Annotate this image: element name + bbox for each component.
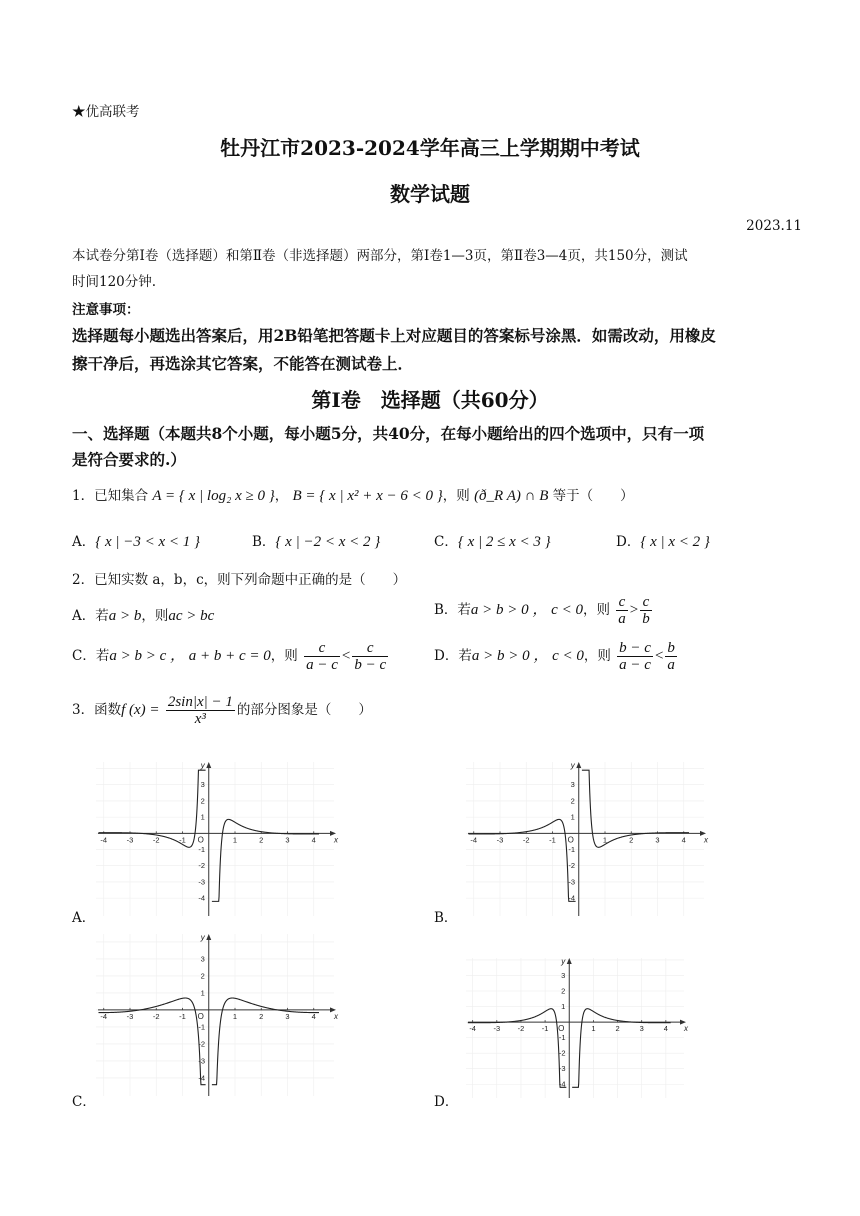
numerator: c [304,640,340,657]
curve-left [469,819,576,901]
y-tick-label: -3 [198,877,206,887]
numerator: c [640,594,652,611]
fraction [304,640,340,673]
notice-title: 注意事项： [72,302,140,318]
fraction [665,640,677,673]
y-tick-label: -1 [198,845,206,855]
q1-set-b: B = { x | x² + x − 6 < 0 } [292,488,443,504]
intro-line-1: 本试卷分第Ⅰ卷（选择题）和第Ⅱ卷（非选择题）两部分，第Ⅰ卷1—3页，第Ⅱ卷3—4页，共150分，测试 [72,248,688,264]
y-tick-label: 2 [561,986,566,996]
y-tick-label: -3 [558,1064,566,1074]
option-label: B． [252,534,276,550]
graph-a [90,758,340,920]
option-condition: a > b [108,608,142,624]
y-tick-label: 3 [200,954,205,964]
numerator: b − c [619,640,651,656]
x-axis-label: x [704,835,708,845]
option-label: C． [434,534,458,550]
x-tick-label: 2 [629,835,634,845]
option-label: B．若 [434,602,471,618]
option-condition: a > b > 0 ， c < 0 [470,602,583,618]
graph-d [460,954,690,1102]
y-axis-arrow [576,762,581,768]
y-tick-label: -2 [198,1039,206,1049]
y-tick-label: 1 [570,812,575,822]
curve-right [212,998,319,1085]
graph-d-label: D． [434,1094,459,1110]
y-tick-label: 1 [561,1002,566,1012]
denominator: x³ [194,711,206,727]
notice-line-2: 擦干净后，再选涂其它答案，不能答在测试卷上． [72,354,414,373]
x-tick-label: -3 [496,835,504,845]
x-tick-label: -2 [517,1024,525,1034]
q1-then: ，则 [442,488,470,504]
x-tick-label: 4 [681,835,686,845]
q3-function-name: f (x) = [121,702,160,718]
option-then: ，则 [141,608,169,624]
question-3-stem [72,694,372,727]
exam-title: 牡丹江市2023-2024学年高三上学期期中考试 [220,136,640,160]
numerator: c [352,640,388,657]
y-tick-label: -4 [558,1079,566,1089]
y-axis-arrow [206,934,211,940]
option-text: { x | x < 2 } [640,534,710,550]
x-axis-label: x [684,1024,688,1034]
graph-c-label: C． [72,1094,96,1110]
y-tick-label: 2 [200,971,205,981]
fraction [640,594,652,627]
denominator: a [667,657,675,673]
numerator: 2sin|x| − 1 [167,694,233,710]
q2-option-d [434,640,679,673]
option-label: A．若 [72,608,109,624]
q3-prefix: 3．函数 [72,702,122,718]
graph-b-label: B． [434,910,458,926]
fraction [352,640,388,673]
y-tick-label: 2 [200,796,205,806]
q2-option-c [72,640,390,673]
y-axis-arrow [206,762,211,768]
x-tick-label: 2 [259,1011,264,1021]
denominator: b − c [354,657,387,673]
x-tick-label: 3 [655,835,660,845]
option-text: { x | 2 ≤ x < 3 } [457,534,551,550]
x-tick-label: -1 [179,835,186,845]
exam-date: 2023.11 [746,218,802,234]
relation: < [654,648,664,664]
section-heading-1: 一、选择题（本题共8个小题，每小题5分，共40分，在每小题给出的四个选项中，只有一项 [72,424,705,443]
option-result: ac > bc [168,608,215,624]
q1-option-c [434,530,551,551]
option-condition: a > b > 0 ， c < 0 [471,648,584,664]
x-tick-label: 2 [615,1024,620,1034]
question-2-stem: 2．已知实数 a，b，c，则下列命题中正确的是（ ） [72,572,407,588]
intro-line-2: 时间120分钟. [72,274,157,290]
option-label: C．若 [72,648,110,664]
numerator: c [616,594,628,611]
q1-expr: (ð_R A) ∩ B [474,488,549,504]
q1-sep: ， [274,488,289,504]
y-axis-label: y [200,933,205,942]
question-1-stem [72,484,634,505]
x-tick-label: 4 [311,1011,316,1021]
y-tick-label: -2 [558,1048,566,1058]
option-then: ，则 [582,602,610,618]
y-tick-label: -4 [198,1073,206,1083]
origin-label: O [197,1011,204,1021]
y-tick-label: 3 [561,970,566,980]
curve-right [572,1009,671,1088]
relation: > [629,602,639,618]
x-tick-label: 4 [663,1024,668,1034]
option-label: A． [72,534,96,550]
x-tick-label: -3 [126,1011,134,1021]
q3-tail: 的部分图象是（ ） [236,702,372,718]
section-heading-2: 是符合要求的.） [72,450,186,469]
y-axis-label: y [200,761,205,770]
denominator: a − c [619,657,651,673]
y-tick-label: 1 [200,988,205,998]
section-title: 第Ⅰ卷 选择题（共60分） [311,388,549,412]
y-tick-label: 1 [200,812,205,822]
x-tick-label: 1 [232,835,238,845]
option-text: { x | −3 < x < 1 } [95,534,201,550]
x-tick-label: 1 [232,1011,238,1021]
x-tick-label: -2 [152,835,160,845]
x-tick-label: -4 [470,835,478,845]
q2-option-b [434,594,654,627]
fraction [617,640,653,673]
origin-label: O [197,835,204,845]
x-tick-label: -1 [179,1011,186,1021]
x-tick-label: -4 [100,835,108,845]
option-label: D． [616,534,641,550]
x-tick-label: -1 [549,835,556,845]
y-tick-label: 2 [570,796,575,806]
numerator: b [667,640,675,656]
graph-a-label: A． [72,910,96,926]
option-text: { x | −2 < x < 2 } [275,534,381,550]
y-axis-label: y [570,761,575,770]
x-tick-label: -3 [493,1024,501,1034]
q3-fraction [166,694,235,727]
x-tick-label: 1 [591,1024,596,1034]
x-tick-label: -1 [541,1024,549,1034]
y-tick-label: -2 [198,861,206,871]
q1-option-b [252,530,380,551]
x-tick-label: 3 [285,835,290,845]
denominator: b [642,611,650,627]
option-then: ，则 [583,648,611,664]
exam-tag: ★优高联考 [72,104,140,120]
y-tick-label: -2 [568,861,576,871]
relation: < [341,648,351,664]
x-axis-label: x [334,1011,338,1021]
q1-number: 1．已知集合 [72,488,149,504]
y-tick-label: -1 [198,1022,206,1032]
y-tick-label: -4 [198,893,206,903]
x-tick-label: 4 [311,835,316,845]
y-tick-label: -1 [568,845,576,855]
q1-set-a: A = { x | log₂ x ≥ 0 } [152,488,275,504]
y-tick-label: 3 [200,780,205,790]
origin-label: O [567,835,574,845]
x-tick-label: -3 [126,835,134,845]
curve-right [212,819,319,901]
origin-label: O [558,1024,565,1034]
exam-subtitle: 数学试题 [390,182,470,206]
q2-option-a [72,604,214,625]
notice-line-1: 选择题每小题选出答案后，用2B铅笔把答题卡上对应题目的答案标号涂黑．如需改动，用橡皮 [72,326,716,345]
q1-option-d [616,530,710,551]
x-tick-label: -2 [152,1011,160,1021]
y-tick-label: -3 [198,1056,206,1066]
option-then: ，则 [270,648,298,664]
q1-tail: 等于（ ） [552,488,634,504]
x-tick-label: 3 [285,1011,290,1021]
y-axis-label: y [561,957,566,966]
graph-b [460,758,710,920]
q1-option-a [72,530,200,551]
y-tick-label: 3 [570,780,575,790]
fraction [616,594,628,627]
x-tick-label: -4 [100,1011,108,1021]
y-axis-arrow [567,958,572,964]
denominator: a [618,611,626,627]
x-tick-label: 1 [602,835,608,845]
graph-c [90,930,340,1100]
y-tick-label: -3 [568,877,576,887]
denominator: a − c [306,657,338,673]
curve-right [582,770,689,847]
y-tick-label: -1 [558,1033,566,1043]
y-tick-label: -4 [568,893,576,903]
x-tick-label: 3 [639,1024,644,1034]
curve-left [468,1009,567,1088]
option-label: D．若 [434,648,472,664]
x-tick-label: -2 [522,835,530,845]
option-condition: a > b > c ， a + b + c = 0 [109,648,271,664]
x-tick-label: 2 [259,835,264,845]
x-axis-label: x [334,835,338,845]
x-tick-label: -4 [469,1024,476,1034]
